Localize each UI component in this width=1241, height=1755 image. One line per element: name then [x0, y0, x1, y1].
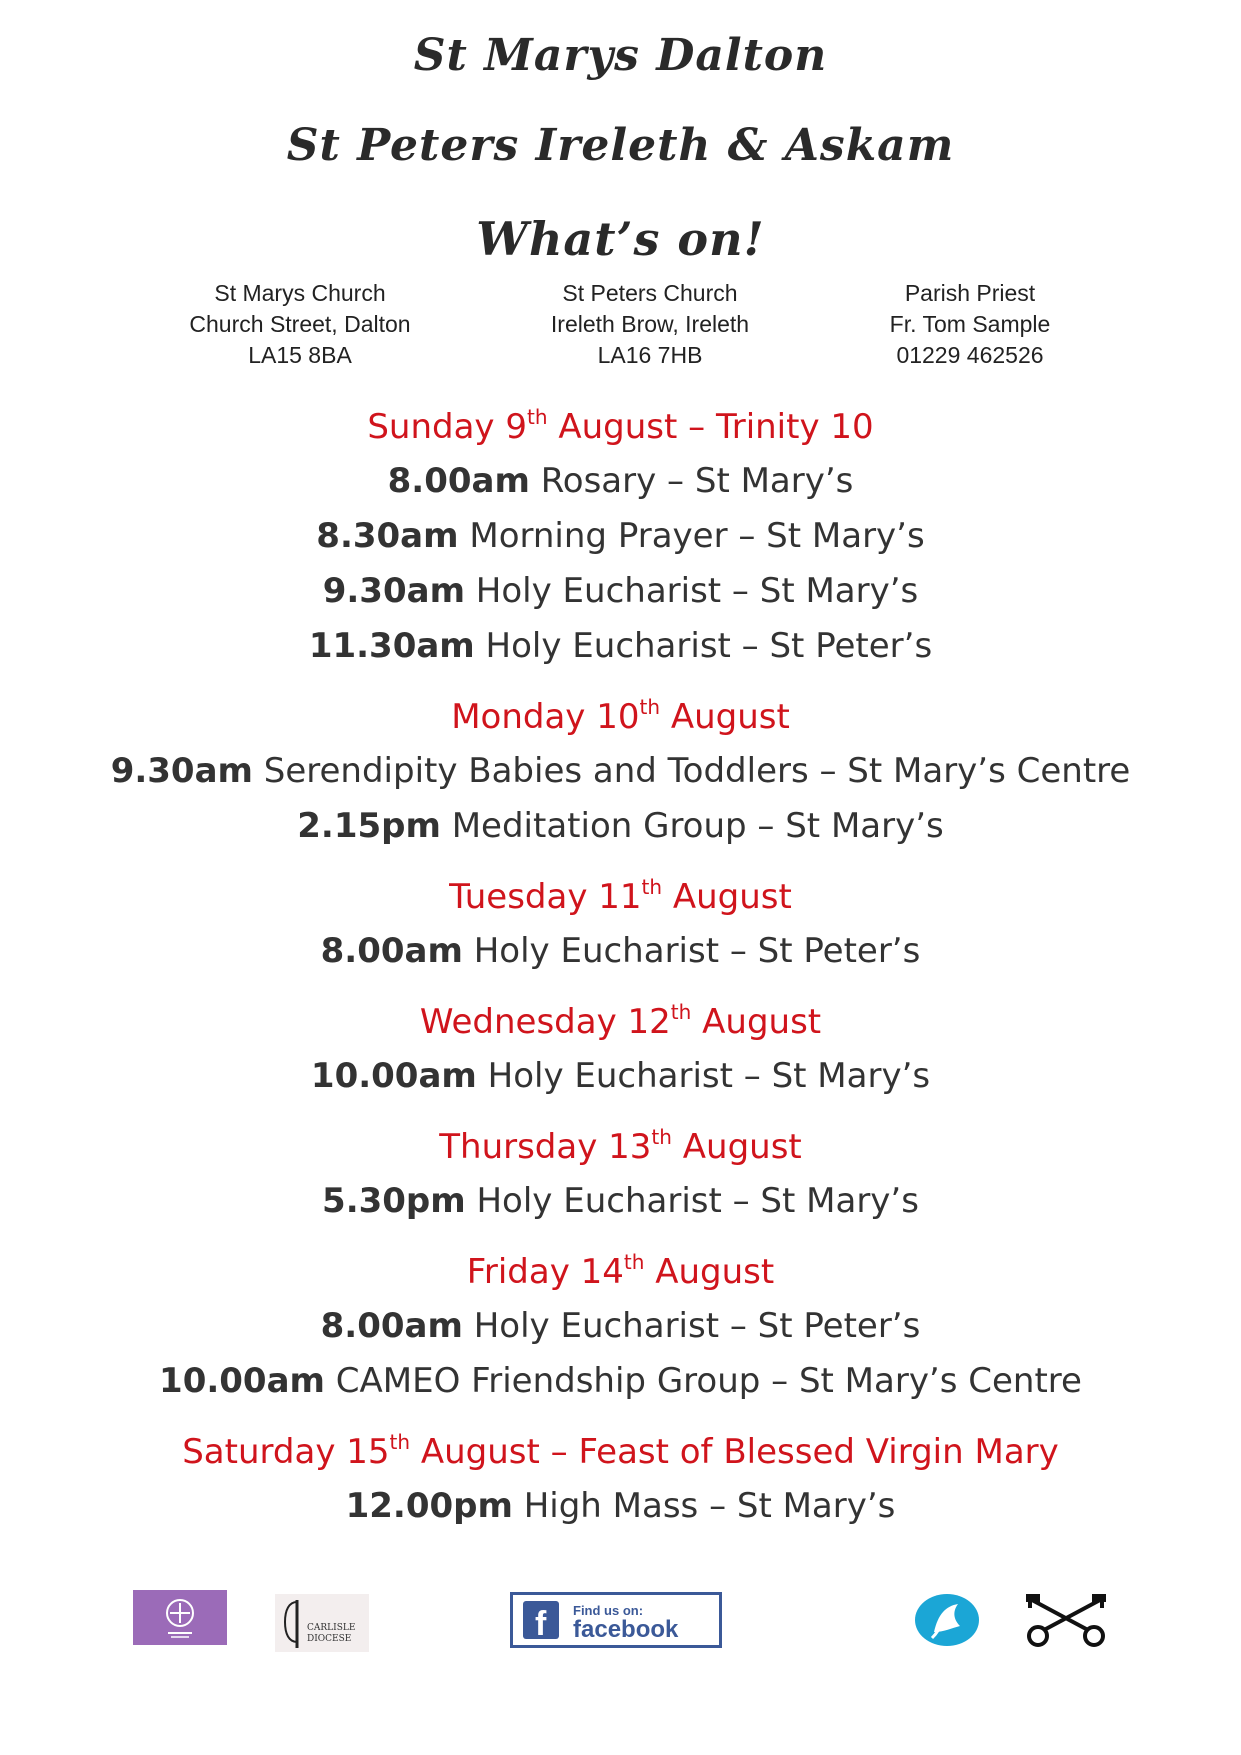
day-suffix: th: [527, 405, 548, 429]
crossed-keys-icon[interactable]: [1018, 1590, 1114, 1648]
day-friday: [0, 1245, 1241, 1409]
day-thursday: [0, 1120, 1241, 1229]
contact-address: Church Street, Dalton: [189, 311, 411, 337]
entry-time: 9.30am: [110, 751, 253, 791]
day-wednesday: [0, 995, 1241, 1104]
title-st-marys-dalton: St Marys Dalton: [413, 30, 828, 81]
carlisle-diocese-logo-icon[interactable]: [275, 1594, 369, 1652]
entry-time: 10.00am: [159, 1361, 325, 1401]
entry-text: Holy Eucharist – St Peter’s: [474, 626, 933, 666]
day-name: Thursday 13: [439, 1127, 652, 1167]
entry-time: 8.00am: [320, 1306, 463, 1346]
entry-text: Holy Eucharist – St Mary’s: [476, 1056, 931, 1096]
contact-address: Ireleth Brow, Ireleth: [550, 311, 750, 337]
entry-time: 8.00am: [387, 461, 530, 501]
day-name: Wednesday 12: [419, 1002, 671, 1042]
day-name: Friday 14: [466, 1252, 624, 1292]
title-whats-on: What’s on!: [476, 212, 765, 266]
day-rest: August: [691, 1002, 822, 1042]
day-rest: August: [644, 1252, 775, 1292]
schedule-entry: [0, 1479, 1241, 1534]
day-heading: [0, 995, 1241, 1049]
weekly-schedule: [0, 400, 1241, 1534]
dove-logo-icon[interactable]: [912, 1592, 982, 1648]
day-heading: [0, 1245, 1241, 1299]
entry-text: Holy Eucharist – St Peter’s: [462, 931, 921, 971]
entry-text: High Mass – St Mary’s: [512, 1486, 896, 1526]
schedule-entry: [0, 619, 1241, 674]
entry-time: 9.30am: [322, 571, 465, 611]
day-suffix: th: [651, 1125, 672, 1149]
facebook-logo-icon[interactable]: [510, 1592, 722, 1648]
day-saturday: [0, 1425, 1241, 1534]
entry-time: 10.00am: [310, 1056, 477, 1096]
schedule-entry: [0, 1299, 1241, 1354]
entry-text: Holy Eucharist – St Peter’s: [462, 1306, 921, 1346]
day-sunday: [0, 400, 1241, 674]
day-heading: [0, 400, 1241, 454]
title-st-peters-ireleth-askam: St Peters Ireleth & Askam: [286, 120, 955, 171]
svg-text:CARLISLE: CARLISLE: [307, 1623, 356, 1633]
entry-text: Morning Prayer – St Mary’s: [458, 516, 925, 556]
day-heading: [0, 690, 1241, 744]
entry-text: Holy Eucharist – St Mary’s: [465, 571, 919, 611]
entry-time: 11.30am: [308, 626, 475, 666]
entry-text: Rosary – St Mary’s: [529, 461, 854, 501]
day-tuesday: [0, 870, 1241, 979]
day-name: Sunday 9: [367, 407, 527, 447]
day-suffix: th: [670, 1000, 692, 1024]
contact-postcode: LA15 8BA: [248, 342, 352, 368]
contact-st-peters-church: [500, 278, 800, 371]
day-heading: [0, 1425, 1241, 1479]
day-rest: August: [660, 697, 790, 737]
entry-time: 8.00am: [320, 931, 463, 971]
schedule-entry: [0, 744, 1241, 799]
day-suffix: th: [389, 1430, 411, 1454]
day-suffix: th: [623, 1250, 645, 1274]
entry-time: 8.30am: [316, 516, 459, 556]
schedule-entry: [0, 1174, 1241, 1229]
day-rest: August – Feast of Blessed Virgin Mary: [410, 1432, 1059, 1472]
contact-priest-name: Fr. Tom Sample: [889, 311, 1051, 337]
entry-time: 2.15pm: [297, 806, 441, 846]
schedule-entry: [0, 509, 1241, 564]
day-suffix: th: [639, 695, 661, 719]
svg-text:DIOCESE: DIOCESE: [307, 1634, 352, 1644]
contact-parish-priest: [820, 278, 1120, 371]
entry-time: 12.00pm: [345, 1486, 513, 1526]
day-name: Tuesday 11: [449, 877, 642, 917]
contact-name: St Marys Church: [214, 280, 386, 306]
day-name: Saturday 15: [182, 1432, 390, 1472]
facebook-find-text: Find us on:: [573, 1603, 644, 1618]
svg-text:f: f: [535, 1605, 547, 1643]
contact-phone: 01229 462526: [896, 342, 1044, 368]
entry-text: CAMEO Friendship Group – St Mary’s Centre: [324, 1361, 1082, 1401]
day-rest: August: [671, 1127, 802, 1167]
contact-st-marys-church: [150, 278, 450, 371]
footer-logos: [0, 1590, 1241, 1660]
day-rest: August: [662, 877, 792, 917]
day-name: Monday 10: [451, 697, 640, 737]
day-monday: [0, 690, 1241, 854]
schedule-entry: [0, 924, 1241, 979]
entry-time: 5.30pm: [322, 1181, 466, 1221]
schedule-entry: [0, 1049, 1241, 1104]
schedule-entry: [0, 1354, 1241, 1409]
contact-postcode: LA16 7HB: [597, 342, 703, 368]
entry-text: Serendipity Babies and Toddlers – St Mary’s Centre: [252, 751, 1131, 791]
schedule-entry: [0, 454, 1241, 509]
day-rest: August – Trinity 10: [547, 407, 874, 447]
day-suffix: th: [641, 875, 663, 899]
day-heading: [0, 1120, 1241, 1174]
day-heading: [0, 870, 1241, 924]
church-of-england-logo-icon[interactable]: [133, 1590, 227, 1645]
schedule-entry: [0, 564, 1241, 619]
contact-name: St Peters Church: [562, 280, 738, 306]
entry-text: Holy Eucharist – St Mary’s: [465, 1181, 919, 1221]
facebook-word-text: facebook: [573, 1616, 679, 1643]
entry-text: Meditation Group – St Mary’s: [440, 806, 944, 846]
schedule-entry: [0, 799, 1241, 854]
contact-role: Parish Priest: [904, 280, 1036, 306]
